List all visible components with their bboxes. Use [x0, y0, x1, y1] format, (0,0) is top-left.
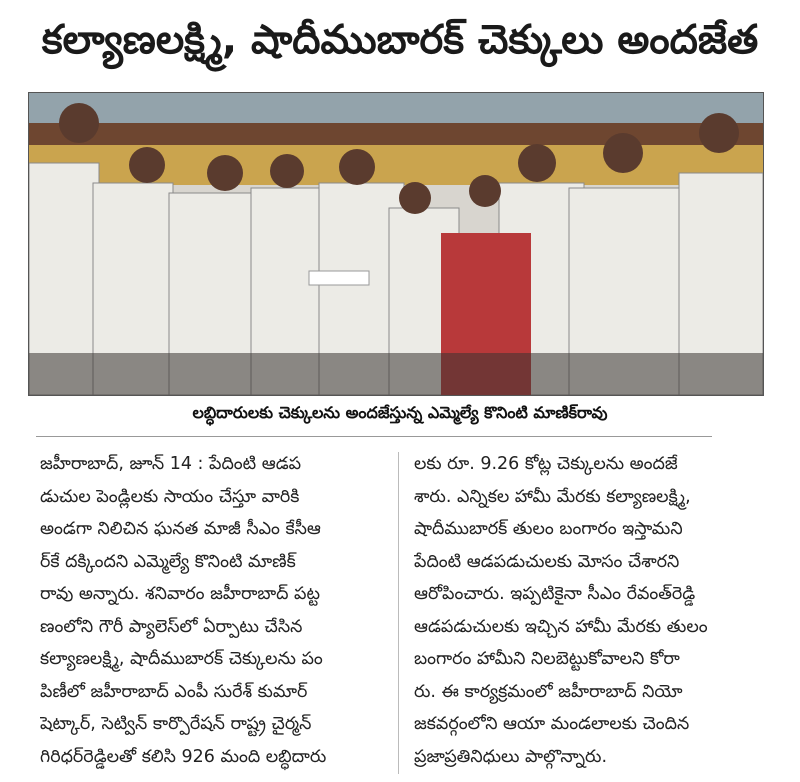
- column-divider: [398, 452, 399, 774]
- photo-caption: లబ్ధిదారులకు చెక్కులను అందజేస్తున్న ఎమ్మెల్యే కొనింటి మాణిక్‌రావు: [192, 403, 608, 422]
- news-photo: [28, 92, 764, 396]
- headline: కల్యాణలక్ష్మి, షాదీముబారక్ చెక్కులు అందజేత: [41, 17, 759, 63]
- article-line: రు. ఈ కార్యక్రమంలో జహీరాబాద్ నియో: [414, 681, 683, 702]
- article-left-column: [40, 448, 388, 773]
- article-line: షెట్కార్, సెట్విన్ కార్పొరేషన్ రాష్ట్ర చైర్మన్: [40, 714, 312, 734]
- article-line: కల్యాణలక్ష్మి, షాదీముబారక్ చెక్కులను పం: [40, 649, 323, 669]
- article-line: ర్‌కే దక్కిందని ఎమ్మెల్యే కొనింటి మాణిక్: [40, 551, 296, 572]
- article-line: ఆడపడుచులకు ఇచ్చిన హామీ మేరకు తులం: [414, 616, 708, 637]
- article-line: బంగారం హామీని నిలబెట్టుకోవాలని కోరా: [414, 649, 680, 669]
- article-line: షాదీముబారక్ తులం బంగారం ఇస్తామని: [414, 519, 683, 539]
- article-line: శారు. ఎన్నికల హామీ మేరకు కల్యాణలక్ష్మి,: [414, 486, 691, 507]
- article-line: జకవర్గంలోని ఆయా మండలాలకు చెందిన: [414, 714, 690, 734]
- article-line: గిరిధర్‌రెడ్డిలతో కలిసి 926 మంది లబ్ధిదారు: [40, 746, 327, 767]
- article-line: జహీరాబాద్, జూన్ 14 : పేదింటి ఆడప: [40, 454, 302, 474]
- article-line: పేదింటి ఆడపడుచులకు మోసం చేశారని: [414, 551, 680, 572]
- caption-divider: [36, 436, 712, 437]
- article-line: అండగా నిలిచిన ఘనత మాజీ సీఎం కేసీఆ: [40, 519, 321, 539]
- article-line: డుచుల పెండ్లిలకు సాయం చేస్తూ వారికి: [40, 486, 300, 507]
- article-line: రావు అన్నారు. శనివారం జహీరాబాద్ పట్ట: [40, 584, 320, 604]
- photo-illustration: [29, 93, 763, 395]
- article-line: ఆరోపించారు. ఇప్పటికైనా సీఎం రేవంత్‌రెడ్డి: [414, 584, 696, 604]
- article-line: పిణీలో జహీరాబాద్ ఎంపీ సురేశ్ కుమార్: [40, 681, 308, 702]
- article-line: లకు రూ. 9.26 కోట్ల చెక్కులను అందజే: [414, 454, 678, 474]
- article-right-column: [414, 448, 762, 773]
- article-line: ప్రజాప్రతినిధులు పాల్గొన్నారు.: [414, 746, 608, 767]
- article-line: ణంలోని గౌరీ ప్యాలెస్‌లో ఏర్పాటు చేసిన: [40, 616, 303, 637]
